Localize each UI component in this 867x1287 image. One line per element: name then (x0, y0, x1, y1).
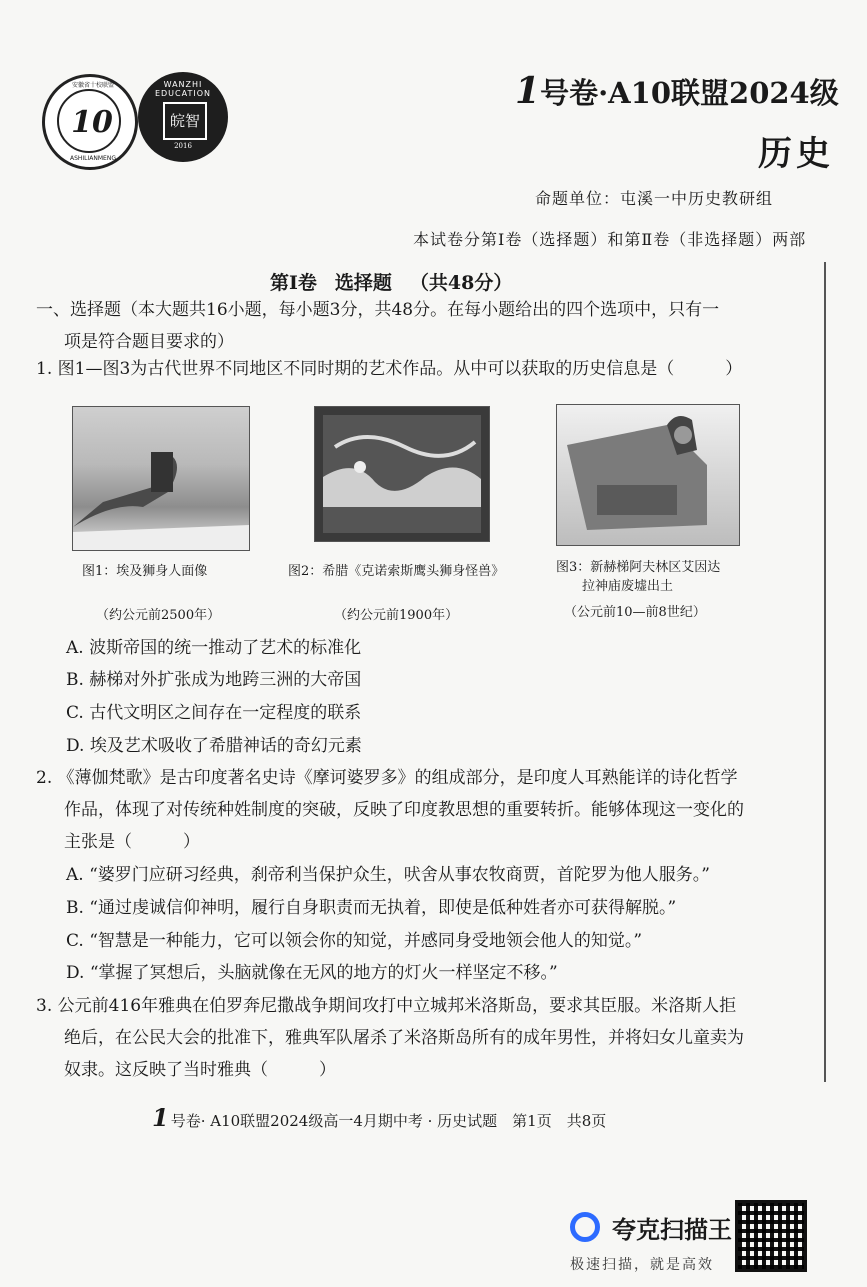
logo2-center: 皖智 (163, 102, 207, 140)
figure-2-caption: 图2：希腊《克诺索斯鹰头狮身怪兽》 (288, 564, 505, 579)
figure-3-caption-line-2: 拉神庙废墟出土 (582, 579, 674, 594)
subject-title: 历史 (758, 134, 834, 174)
figure-1-date: （约公元前2500年） (96, 608, 221, 623)
scanner-name: 夸克扫描王 (612, 1216, 732, 1244)
figure-3-date: （公元前10—前8世纪） (564, 605, 706, 620)
logo2-year: 2016 (174, 142, 192, 150)
sphinx-drawing (73, 407, 249, 550)
q2-option-b[interactable]: B. “通过虔诚信仰神明，履行自身职责而无执着，即使是低种姓者亦可获得解脱。” (66, 898, 677, 918)
section-title-type: 选择题 (334, 272, 392, 294)
brand-prefix: 1 (515, 70, 541, 112)
brand-text: 号卷·A10联盟2024级 (540, 76, 839, 110)
q2-option-c[interactable]: C. “智慧是一种能力，它可以领会你的知觉，并感同身受地领会他人的知觉。” (66, 931, 643, 951)
scanner-logo-icon (570, 1212, 600, 1242)
author-unit: 命题单位：屯溪一中历史教研组 (535, 189, 774, 208)
griffin-drawing (315, 407, 489, 541)
logo-ring-text: 安徽省十校联盟 (71, 82, 114, 89)
logo-mark: 10 (71, 105, 113, 140)
paper-note: 本试卷分第Ⅰ卷（选择题）和第Ⅱ卷（非选择题）两部 (413, 230, 807, 249)
scanner-slogan: 极速扫描，就是高效 (570, 1257, 714, 1273)
section-title-volume: 第Ⅰ卷 (270, 272, 317, 294)
page-footer (152, 1103, 606, 1132)
wanzhi-logo (138, 72, 228, 162)
section-title (270, 268, 530, 295)
stone-sphinx-drawing (557, 405, 739, 545)
figure-1-caption: 图1：埃及狮身人面像 (82, 564, 208, 579)
qr-code-icon[interactable] (735, 1200, 807, 1272)
q2-stem-line-3: 主张是（ ） (64, 832, 200, 852)
figure-1-sphinx-image (72, 406, 250, 551)
instruction-line-1: 一、选择题（本大题共16小题，每小题3分，共48分。在每小题给出的四个选项中，只有一 (36, 300, 720, 320)
q2-stem-line-1: 2. 《薄伽梵歌》是古印度著名史诗《摩诃婆罗多》的组成部分，是印度人耳熟能详的诗化哲学 (36, 768, 738, 788)
q3-stem-line-3: 奴隶。这反映了当时雅典（ ） (64, 1060, 336, 1080)
footer-text: 号卷· A10联盟2024级高一4月期中考 · 历史试题 第1页 共8页 (170, 1112, 607, 1130)
figure-3-caption-line-1: 图3：新赫梯阿夫林区艾因达 (556, 560, 721, 575)
figure-2-griffin-fresco-image (314, 406, 490, 542)
figure-2-date: （约公元前1900年） (334, 608, 459, 623)
q1-option-c[interactable]: C. 古代文明区之间存在一定程度的联系 (66, 703, 362, 723)
logo2-ring-text: WANZHI EDUCATION (154, 80, 212, 98)
q1-option-d[interactable]: D. 埃及艺术吸收了希腊神话的奇幻元素 (66, 736, 362, 756)
q2-option-d[interactable]: D. “掌握了冥想后，头脑就像在无风的地方的灯火一样坚定不移。” (66, 963, 558, 983)
paper-brand (515, 70, 839, 112)
instruction-line-2: 项是符合题目要求的） (64, 332, 234, 352)
q1-option-a[interactable]: A. 波斯帝国的统一推动了艺术的标准化 (66, 638, 362, 658)
section-title-score: （共48分） (409, 272, 513, 294)
figure-3-stone-sphinx-image (556, 404, 740, 546)
footer-prefix: 1 (152, 1103, 169, 1132)
q3-stem-line-2: 绝后，在公民大会的批准下，雅典军队屠杀了米洛斯岛所有的成年男性，并将妇女儿童卖为 (64, 1028, 744, 1048)
scan-edge-line (824, 262, 826, 1082)
logo-ring-en: ASHILIANMENG (69, 155, 116, 162)
q3-stem-line-1: 3. 公元前416年雅典在伯罗奔尼撒战争期间攻打中立城邦米洛斯岛，要求其臣服。米洛斯人拒 (36, 996, 737, 1016)
q2-option-a[interactable]: A. “婆罗门应研习经典，刹帝利当保护众生，吠舍从事农牧商贾，首陀罗为他人服务。” (66, 865, 710, 885)
logo-inner-ring (57, 89, 121, 153)
q1-option-b[interactable]: B. 赫梯对外扩张成为地跨三洲的大帝国 (66, 670, 362, 690)
q2-stem-line-2: 作品，体现了对传统种姓制度的突破，反映了印度教思想的重要转折。能够体现这一变化的 (64, 800, 744, 820)
q1-stem: 1. 图1—图3为古代世界不同地区不同时期的艺术作品。从中可以获取的历史信息是（ ） (36, 359, 743, 379)
alliance-logo (42, 74, 138, 170)
